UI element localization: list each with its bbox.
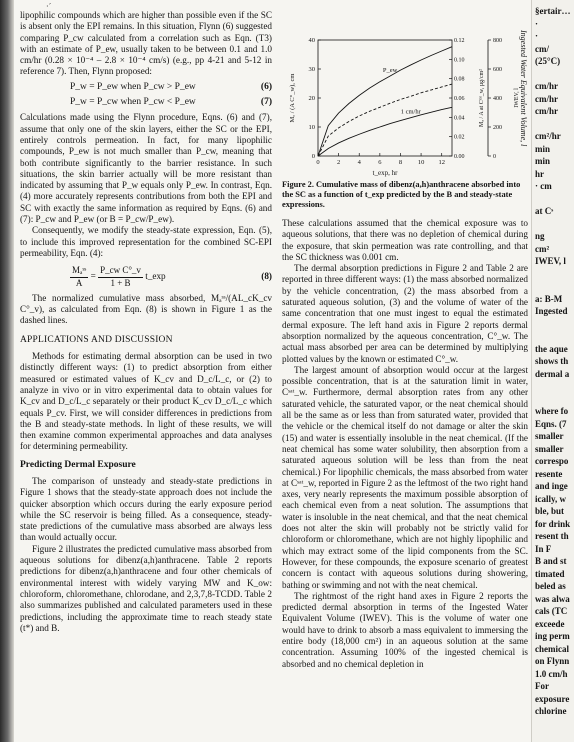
y-tick-label: 20 (308, 95, 315, 102)
series-label: P_ew (382, 66, 398, 74)
strip-fragment: In F (535, 543, 552, 554)
strip-fragment: shows th (535, 356, 569, 366)
figure-2-chart (282, 30, 528, 180)
caption-text: Cumulative mass of dibenz(a,h)anthracene absorbed into the SC as a function of t_exp predicted by the B and steady-state expressions. (282, 180, 521, 209)
strip-fragment: IWEV, l (535, 256, 566, 266)
right2-tick-label: 600 (493, 67, 502, 73)
right2-tick-label: 400 (493, 96, 502, 102)
strip-fragment: min (535, 143, 551, 154)
right2-tick-label: 0 (493, 154, 496, 160)
series-label: 1 cm/hr (400, 108, 421, 116)
x-axis-label: t_exp, hr (372, 169, 398, 177)
strip-fragment: cm/hr (535, 93, 558, 104)
right-paragraph-4: The rightmost of the right hand axes in Figure 2 reports the predicted dermal absorption in terms of the Ingested Water Equivalent Volume (IWEV). This is the volume of water one would have to drink to absorb a mass equivalent to immersing the entire body (18,000 cm²) in an aqueous solution at the same concentration. Assuming 100% of the ingested chemical is absorbed and no chemical depletion in (282, 590, 528, 669)
right2-axis-label: IWEV, l (514, 88, 520, 108)
strip-fragment: at Cˢ (535, 206, 554, 216)
strip-fragment: on Flynn (535, 656, 570, 666)
y-tick-label: 10 (308, 124, 315, 131)
strip-fragment: ing perm (535, 631, 570, 641)
strip-fragment: ically, w (535, 493, 566, 504)
equation-8-rhs-denominator: 1 + B (110, 277, 131, 288)
left-column (20, 10, 272, 634)
equation-8-rhs (98, 265, 143, 289)
strip-fragment: cm/hr (535, 106, 558, 116)
strip-fragment: cm/ (535, 43, 549, 54)
equation-6-body: P_w = P_ew when P_cw > P_ew (70, 81, 196, 92)
section-heading: APPLICATIONS AND DISCUSSION (20, 334, 173, 345)
equation-8 (20, 265, 272, 289)
strip-fragment: cals (TC (535, 606, 568, 616)
right2-tick-label: 800 (493, 38, 502, 44)
y-tick-label: 40 (308, 37, 315, 44)
x-tick-label: 10 (417, 159, 425, 166)
strip-fragment: smaller (535, 443, 564, 454)
header-mark: ·´ (46, 2, 52, 11)
strip-fragment: min (535, 156, 551, 166)
series-line (318, 47, 452, 156)
right-paragraph-3: The largest amount of absorption would occur at the largest possible concentration, that is at the saturation limit in water, Cˢᵃᵗ_w. Furthermore, dermal absorption rates from any other saturated vehicle, the saturated vapor, or the neat chemical should all be the same as or less than from saturated water, provided that the vehicle or the chemical itself do not damage or alter the skin (15) and water is essentially insoluble in the neat chemical. (If the neat chemical has some water solubility, then absorption from a saturated aqueous solution will be less than from the neat chemical.) For lipophilic chemicals, the mass absorbed from water at Cˢᵃᵗ_w, reported in Figure 2 as the leftmost of the two right hand axes, very nearly represents the maximum possible absorption of each chemical even from a neat solution. The assumptions that water is insoluble in the neat chemical, and that the neat chemical does not alter the skin will probably not be strictly valid for chloroform or chloromethane, which are not highly lipophilic and which may extract some of the lipid components from the SC. However, for these compounds, the exposure scenario of greatest concern is contact with aqueous solutions during showering, bathing or swimming and not with the neat chemical. (282, 364, 528, 590)
side-axis-note: Ingested Water Equivalent Volume, l (519, 30, 528, 147)
strip-fragment: smaller (535, 431, 564, 441)
strip-fragment: B and st (535, 556, 567, 566)
x-tick-label: 0 (316, 159, 320, 166)
strip-fragment: resente (535, 468, 563, 479)
y-axis-label: Mₐ / (A C°_w), cm (289, 73, 296, 123)
x-tick-label: 4 (357, 159, 361, 166)
right-column (282, 218, 528, 670)
equation-8-lhs-denominator: A (75, 277, 83, 288)
page-binding-shadow (0, 0, 14, 742)
strip-fragment: resent th (535, 531, 569, 541)
strip-fragment: chlorine (535, 706, 567, 716)
equation-8-body (70, 265, 166, 289)
x-tick-label: 8 (398, 159, 403, 166)
equation-8-tail: t_exp (145, 271, 166, 282)
strip-fragment: beled as (535, 581, 566, 591)
x-tick-label: 12 (438, 159, 445, 166)
equation-8-rhs-numerator: P_cw C°_v (98, 265, 143, 277)
strip-fragment: dermal a (535, 368, 570, 379)
strip-fragment: 1.0 cm/h (535, 668, 568, 679)
x-tick-label: 6 (378, 159, 382, 166)
series-line (318, 84, 452, 156)
strip-fragment: Eqns. (7 (535, 418, 567, 429)
strip-fragment: cm² (535, 243, 550, 254)
strip-fragment: exceede (535, 618, 565, 629)
adjacent-page-strip (531, 0, 574, 742)
equation-7-body: P_w = P_cw when P_cw < P_ew (70, 97, 196, 108)
strip-fragment: · (535, 18, 539, 29)
equation-7-number: (7) (260, 97, 272, 108)
strip-fragment: exposure (535, 693, 570, 704)
strip-fragment: where fo (535, 406, 569, 416)
equation-8-lhs-numerator: Mₐˢˢ (70, 265, 88, 277)
right-paragraph-1: These calculations assumed that the chemical exposure was to aqueous solutions, that there was no depletion of chemical during the exposure, that skin permeation was rate controlling, and that the SC thickness was 0.001 cm. (282, 218, 528, 262)
left-paragraph-5: Methods for estimating dermal absorption can be used in two distinctly different ways: (1) to predict absorption from either measured or estimated values of K_cv and D_c/L_c, or (2) to analyze in vivo or in vitro experimental data to obtain values for K_cv and D_c/L_c separately or their product K_cv D_c/L_c which equals P_cv. First, we will consider differences in predictions from the B and steady-state methods. In light of these results, we will then examine common experimental approaches and data analyses for determining permeability. (20, 351, 272, 452)
right1-tick-label: 0.12 (454, 38, 465, 44)
right1-tick-label: 0.00 (454, 154, 465, 160)
strip-fragment: ble, but (535, 506, 565, 516)
strip-fragment: chemical (535, 643, 569, 654)
strip-fragment: hr (535, 168, 544, 179)
right1-tick-label: 0.04 (454, 115, 465, 122)
right1-axis-label: Mₐ / A at Cˢᵃᵗ_w, µg/cm² (479, 69, 485, 127)
equation-6 (20, 82, 272, 93)
strip-fragment: correspo (535, 456, 569, 466)
right2-tick-label: 200 (493, 125, 502, 131)
equation-6-number: (6) (260, 81, 272, 92)
left-paragraph-1: lipophilic compounds which are higher than possible even if the SC is absent only the EPI remains. In this situation, Flynn (6) suggested comparing P_cw calculated from a correlation such as Eqn. (T3) with an estimate of P_ew, usually taken to be between 0.1 and 1.0 cm/hr (0.28 × 10⁻⁴ – 2.8 × 10⁻⁴ cm/s) (e.g., pp 4-21 and 5-12 in reference 7). Then, Flynn proposed: (20, 10, 272, 77)
equation-8-number: (8) (261, 271, 272, 282)
x-tick-label: 2 (336, 159, 341, 166)
subsection-heading: Predicting Dermal Exposure (20, 459, 136, 470)
left-paragraph-2: Calculations made using the Flynn procedure, Eqns. (6) and (7), assume that only one of the skin layers, either the SC or the EPI, entirely controls permeation. In fact, for many lipophilic compounds, P_ew is not much smaller than P_cw, meaning that both contribute significantly to the barrier resistance. In such situations, the skin barrier actually will be more resistant than indicated by assuming that P_w equals only P_ew. In contrast, Eqn. (4) more accurately represents contributions from both the EPI and SC with exactly the same information as required by Eqns. (6) and (7): P_cw and P_ew (or B = P_cw/P_ew). (20, 112, 272, 225)
equation-8-equals: = (90, 271, 99, 282)
chart-svg (282, 30, 528, 180)
left-paragraph-7: Figure 2 illustrates the predicted cumulative mass absorbed from aqueous solutions for dibenz(a,h)anthracene. Table 2 reports predictions for dibenz(a,h)anthracene and four other chemicals of environmental interest with widely varying MW and K_ow: chloroform, chloromethane, chlorodane, and 2,3,7,8-TCDD. Table 2 also summarizes published and calculated parameters used in these predictions, including the approximate time to reach steady state (t*) and B. (20, 543, 272, 633)
strip-fragment: was alwa (535, 593, 570, 604)
strip-fragment: For (535, 681, 549, 691)
left-paragraph-4: The normalized cumulative mass absorbed, Mₐˢˢ/(AL_cK_cv C°_v), as calculated from Eqn. (8) is shown in Figure 1 as the dashed lines. (20, 292, 272, 326)
equation-7 (20, 97, 272, 108)
strip-fragment: for drink (535, 518, 571, 529)
left-paragraph-3: Consequently, we modify the steady-state expression, Eqn. (5), to include this improved representation for the combined SC-EPI permeability, Eqn. (4): (20, 225, 272, 258)
strip-fragment: (25°C) (535, 56, 561, 66)
strip-fragment: and inge (535, 481, 568, 491)
right-paragraph-2: The dermal absorption predictions in Figure 2 and Table 2 are reported in three different ways: (1) the mass absorbed normalized by the vehicle concentration, (2) the mass absorbed from a saturated aqueous solution, (3) and the volume of water of the same concentration that one must ingest to equal the estimated dermal exposure. The left hand axis in Figure 2 reports dermal absorption normalized by the aqueous concentration, C°_w. The actual mass absorbed per area can be determined by multiplying plotted values by the known or estimated C°_w. (282, 263, 528, 364)
figure-2-caption (282, 180, 528, 210)
strip-fragment: · (535, 31, 539, 41)
strip-fragment: · cm (535, 181, 552, 191)
strip-fragment: §ertair… (535, 6, 571, 16)
strip-fragment: cm²/hr (535, 131, 561, 141)
strip-fragment: the aque (535, 343, 568, 354)
right1-tick-label: 0.06 (454, 96, 465, 102)
y-tick-label: 0 (311, 153, 315, 160)
right1-tick-label: 0.08 (454, 76, 465, 83)
equation-8-lhs (70, 265, 88, 289)
strip-fragment: timated (535, 568, 565, 579)
plot-frame (318, 40, 452, 156)
strip-fragment: cm/hr (535, 81, 558, 91)
strip-fragment: ng (535, 231, 545, 241)
y-tick-label: 30 (308, 66, 315, 73)
strip-fragment: a: B-M (535, 293, 563, 304)
strip-fragment: Ingested (535, 306, 568, 316)
left-paragraph-6: The comparison of unsteady and steady-state predictions in Figure 1 shows that the steady-state approach does not include the quicker absorption which occurs during the early exposure period while the SC reservoir is being filled. As a consequence, steady-state predictions of the cumulative mass absorbed are always less than would actually occur. (20, 475, 272, 543)
right1-tick-label: 0.10 (454, 57, 465, 64)
right1-tick-label: 0.02 (454, 134, 465, 141)
series-line (318, 107, 452, 156)
caption-label: Figure 2. (282, 180, 314, 189)
